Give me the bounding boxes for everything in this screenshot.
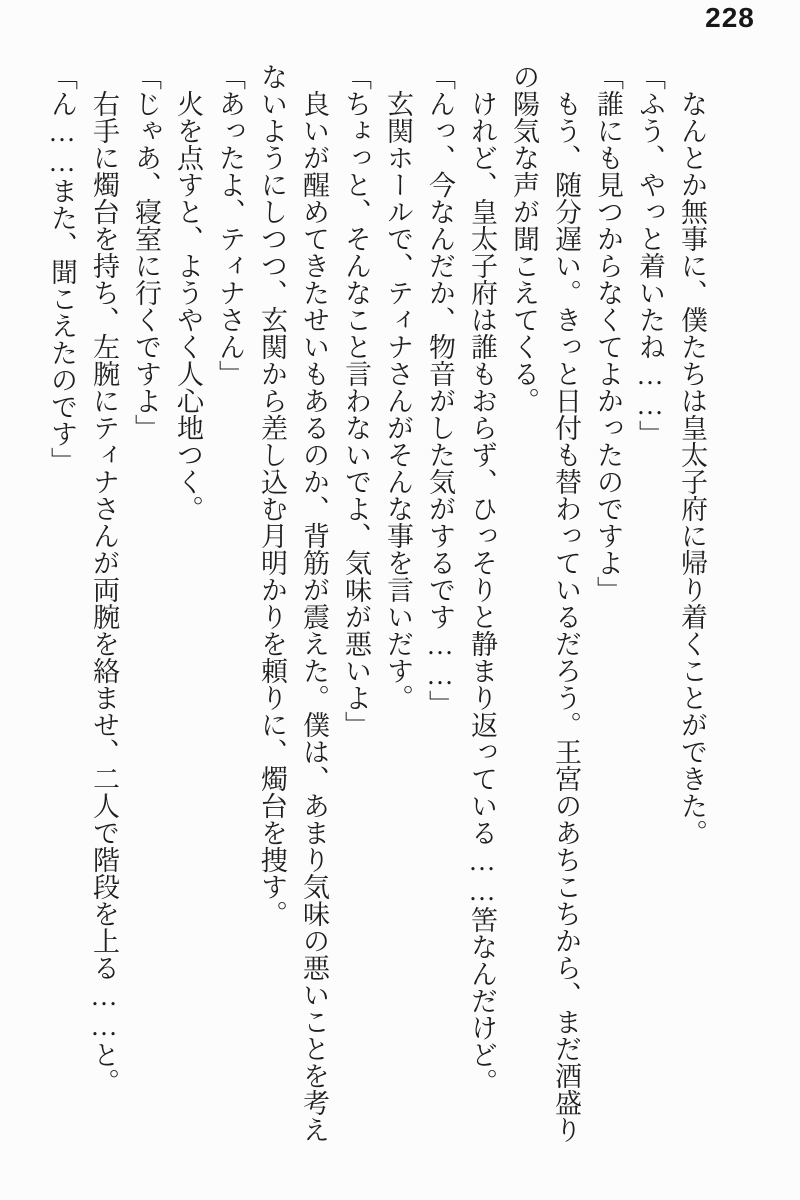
- text-line: もう、随分遅い。きっと日付も替わっているだろう。王宮のあちこちから、まだ酒盛り: [551, 90, 581, 1143]
- text-line: 右手に燭台を持ち、左腕にティナさんが両腕を絡ませ、二人で階段を上る……と。: [89, 90, 119, 1095]
- text-line: の陽気な声が聞こえてくる。: [509, 63, 539, 414]
- text-line: ないようにしつつ、玄関から差し込む月明かりを頼りに、燭台を捜す。: [257, 63, 287, 927]
- text-line: 「ん……また、聞こえたのです」: [47, 63, 77, 474]
- text-line: 良いが醒めてきたせいもあるのか、背筋が震えた。僕は、あまり気味の悪いことを考え: [299, 90, 329, 1143]
- page-number: 228: [705, 2, 755, 33]
- text-line: 「誰にも見つからなくてよかったのですよ」: [593, 63, 623, 603]
- text-line: 火を点すと、ようやく人心地つく。: [173, 90, 203, 522]
- text-line: 「ふう、やっと着いたね……」: [635, 63, 665, 447]
- text-line: 「じゃあ、寝室に行くですよ」: [131, 63, 161, 441]
- text-block: [41, 63, 713, 1143]
- text-line: 玄関ホールで、ティナさんがそんな事を言いだす。: [383, 90, 413, 711]
- text-line: なんとか無事に、僕たちは皇太子府に帰り着くことができた。: [677, 90, 707, 846]
- text-line: 「ちょっと、そんなこと言わないでよ、気味が悪いよ」: [341, 63, 371, 738]
- text-line: 「んっ、今なんだか、物音がした気がするです……」: [425, 63, 455, 717]
- text-line: けれど、皇太子府は誰もおらず、ひっそりと静まり返っている……筈なんだけど。: [467, 90, 497, 1095]
- text-line: 「あったよ、ティナさん」: [215, 63, 245, 387]
